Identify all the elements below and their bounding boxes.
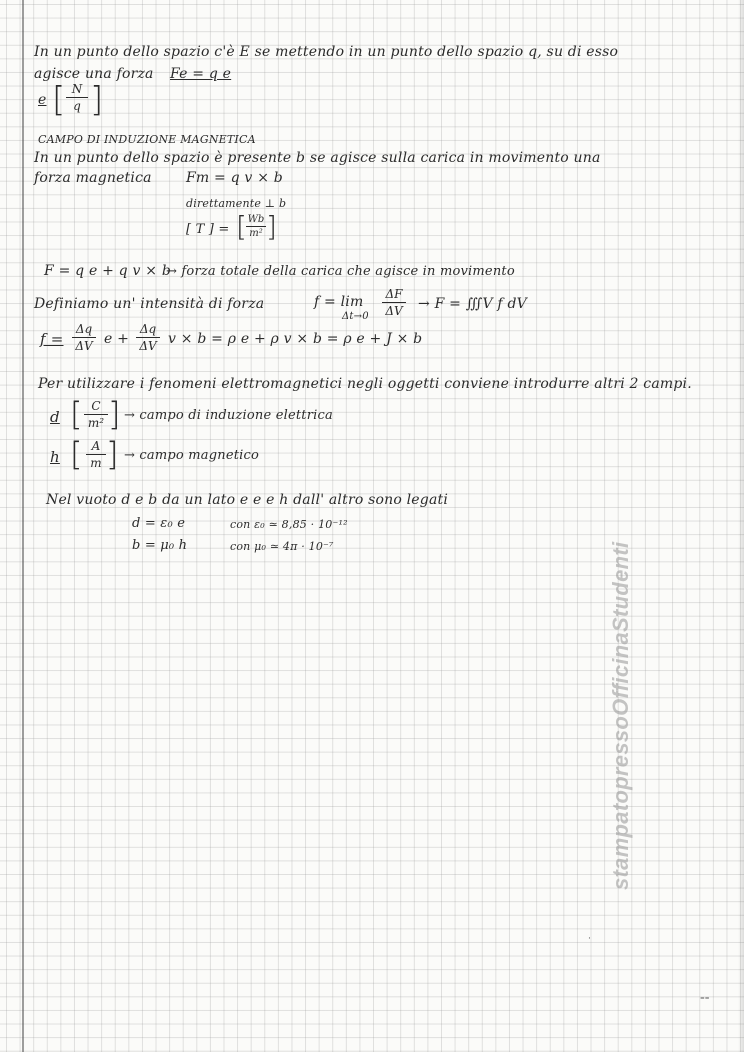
- field-h-description: → campo magnetico: [124, 448, 260, 463]
- magnetic-force-formula: Fm = q v × b: [186, 170, 283, 186]
- fraction-bar: [66, 97, 88, 98]
- relation-d-constant: con ε₀ ≃ 8,85 · 10⁻¹²: [230, 518, 348, 531]
- tesla-unit-label: [ T ] =: [186, 222, 230, 237]
- force-density-expansion: v × b = ρ e + ρ v × b = ρ e + J × b: [168, 331, 423, 347]
- right-bracket: ]: [108, 395, 121, 433]
- relation-b-constant: con μ₀ ≃ 4π · 10⁻⁷: [230, 540, 334, 553]
- left-bracket: [: [70, 395, 83, 433]
- additional-fields-text: Per utilizzare i fenomeni elettromagnetici negli oggetti conviene introdurre altri 2 campi.: [38, 376, 692, 392]
- fraction-bar: [84, 414, 108, 415]
- print-watermark: stampatopressoOfficinaStudenti: [608, 541, 633, 890]
- unit-numerator: C: [91, 399, 101, 413]
- vacuum-relations-text: Nel vuoto d e b da un lato e e e h dall' altro sono legati: [46, 492, 448, 508]
- fraction-numerator: Δq: [139, 322, 157, 336]
- fraction-numerator: Δq: [75, 322, 93, 336]
- left-bracket: [: [236, 210, 247, 243]
- section-heading-magnetic-induction: CAMPO DI INDUZIONE MAGNETICA: [38, 133, 256, 146]
- total-force-formula: F = q e + q v × b: [44, 263, 171, 279]
- electric-term: e +: [104, 331, 130, 347]
- right-bracket: ]: [266, 210, 277, 243]
- electric-force-formula: Fe = q e: [170, 66, 232, 82]
- electric-field-unit: [66, 82, 88, 113]
- limit-subscript: Δt→0: [342, 311, 369, 322]
- unit-numerator: A: [91, 439, 101, 453]
- field-d-unit: [84, 399, 108, 430]
- page-corner-mark: ⁼⁼: [700, 996, 710, 1006]
- unit-denominator: m²: [249, 228, 263, 239]
- fraction-numerator: ΔF: [385, 287, 403, 301]
- volume-integral-result: → F = ∭V f dV: [418, 296, 527, 312]
- total-force-description: → forza totale della carica che agisce in movimento: [166, 264, 515, 279]
- fraction-bar: [136, 337, 160, 338]
- magnetic-line-1: In un punto dello spazio è presente b se agisce sulla carica in movimento una: [34, 150, 601, 166]
- fraction-bar: [72, 337, 96, 338]
- page-edge-shadow: [738, 0, 744, 1052]
- field-h-symbol: h: [50, 448, 60, 466]
- margin-line: [22, 0, 24, 1052]
- pencil-mark: ·: [588, 934, 591, 944]
- charge-density-fraction-2: [136, 322, 160, 353]
- unit-denominator: m²: [87, 416, 105, 430]
- unit-numerator: Wb: [247, 214, 265, 225]
- field-d-symbol: d: [50, 408, 60, 426]
- magnetic-line-2-text: forza magnetica: [34, 170, 152, 186]
- fraction-bar: [382, 302, 406, 303]
- unit-numerator: N: [71, 82, 83, 96]
- right-bracket: ]: [90, 80, 104, 120]
- fraction-denominator: ΔV: [75, 339, 93, 353]
- force-volume-fraction: [382, 287, 406, 318]
- force-intensity-text: Definiamo un' intensità di forza: [34, 296, 265, 312]
- relation-d: d = ε₀ e: [132, 516, 186, 531]
- force-density-label: f =: [40, 330, 64, 348]
- left-bracket: [: [52, 80, 66, 120]
- electric-field-line-2-text: agisce una forza: [34, 66, 154, 82]
- unit-denominator: m: [90, 456, 102, 470]
- charge-density-fraction-1: [72, 322, 96, 353]
- electric-field-line-1: In un punto dello spazio c'è E se mettendo in un punto dello spazio q, su di esso: [34, 44, 619, 60]
- force-intensity-limit: f = lim: [314, 294, 364, 310]
- tesla-unit: [246, 214, 266, 239]
- fraction-denominator: ΔV: [139, 339, 157, 353]
- fraction-denominator: ΔV: [385, 304, 403, 318]
- field-d-description: → campo di induzione elettrica: [124, 408, 333, 423]
- right-bracket: ]: [106, 435, 119, 473]
- unit-denominator: q: [73, 99, 81, 113]
- fraction-bar: [86, 454, 106, 455]
- electric-field-unit-symbol: e: [38, 92, 47, 108]
- field-h-unit: [86, 439, 106, 470]
- direction-note: direttamente ⊥ b: [186, 197, 287, 210]
- left-bracket: [: [70, 435, 83, 473]
- fraction-bar: [246, 226, 266, 227]
- relation-b: b = μ₀ h: [132, 538, 188, 553]
